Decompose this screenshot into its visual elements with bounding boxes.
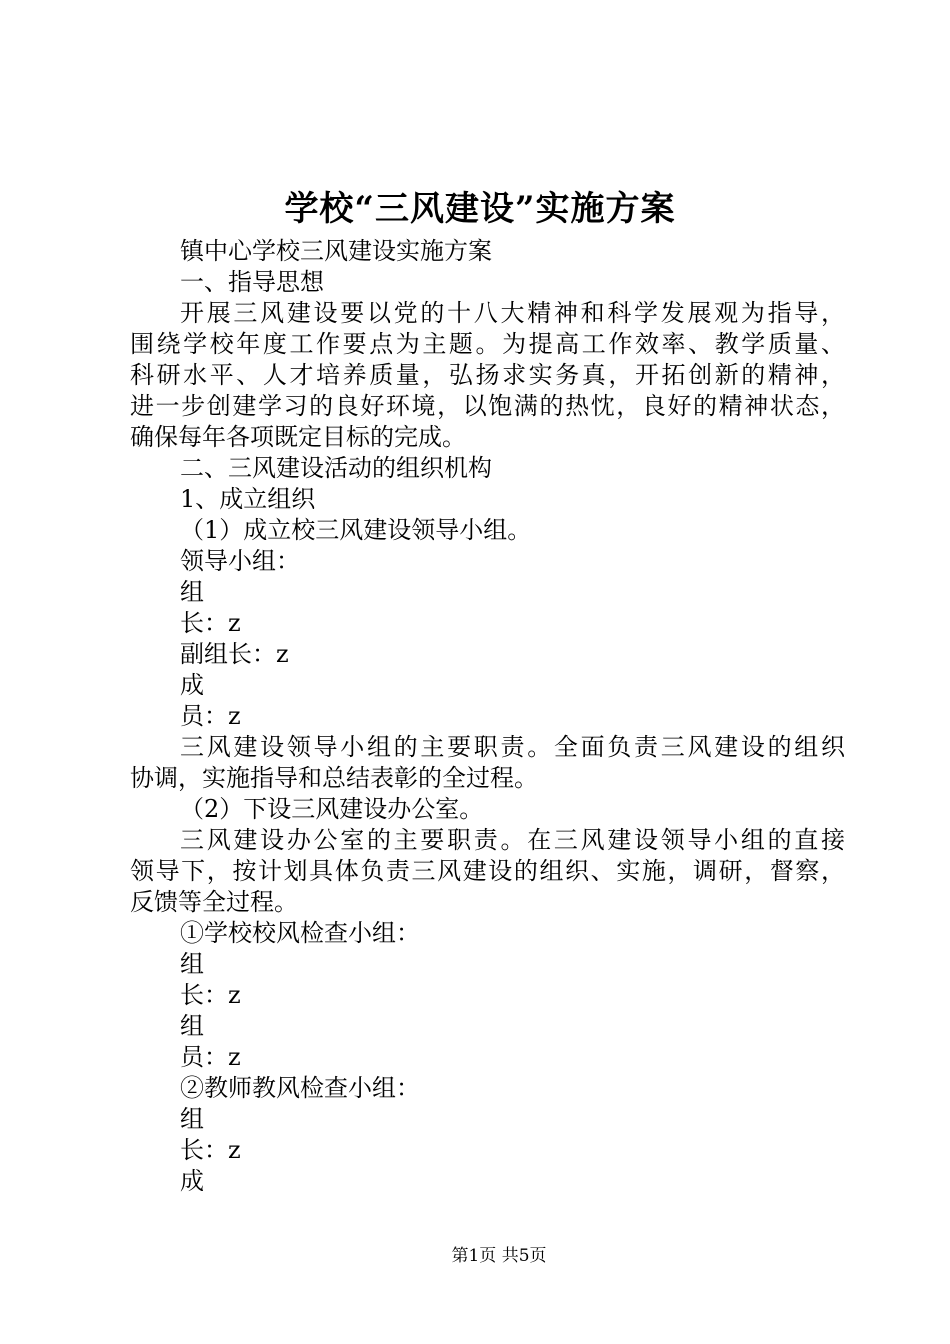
paragraph-line: 二、三风建设活动的组织机构 xyxy=(180,454,492,482)
paragraph-line: 成 xyxy=(180,671,204,699)
paragraph-line: 成 xyxy=(180,1167,204,1195)
paragraph-line: 科研水平、人才培养质量，弘扬求实务真，开拓创新的精神， xyxy=(130,361,845,389)
paragraph-line: 组 xyxy=(180,578,204,606)
paragraph-line: 领导小组： xyxy=(180,547,300,575)
document-title: 学校“三风建设”实施方案 xyxy=(284,189,676,229)
paragraph-line: 副组长：z xyxy=(180,640,289,668)
paragraph-line: （2）下设三风建设办公室。 xyxy=(180,795,484,823)
paragraph-line: 一、指导思想 xyxy=(180,268,324,296)
paragraph-line: 长：z xyxy=(180,1136,241,1164)
paragraph-line: ②教师教风检查小组： xyxy=(180,1074,420,1102)
paragraph-line: 员：z xyxy=(180,1043,241,1071)
page-footer: 第1页 共5页 xyxy=(451,1246,547,1266)
paragraph-line: 反馈等全过程。 xyxy=(130,888,298,916)
paragraph-line: ①学校校风检查小组： xyxy=(180,919,420,947)
paragraph-line: 长：z xyxy=(180,609,241,637)
paragraph-line: （1）成立校三风建设领导小组。 xyxy=(180,516,532,544)
paragraph-line: 长：z xyxy=(180,981,241,1009)
paragraph-line: 组 xyxy=(180,950,204,978)
paragraph-line: 组 xyxy=(180,1012,204,1040)
document-body xyxy=(130,236,845,1197)
paragraph-line: 镇中心学校三风建设实施方案 xyxy=(180,237,492,265)
paragraph-line: 组 xyxy=(180,1105,204,1133)
paragraph-line: 围绕学校年度工作要点为主题。为提高工作效率、教学质量、 xyxy=(130,330,845,358)
paragraph-line: 开展三风建设要以党的十八大精神和科学发展观为指导， xyxy=(180,299,845,327)
paragraph-line: 确保每年各项既定目标的完成。 xyxy=(130,423,466,451)
paragraph-line: 1、成立组织 xyxy=(180,485,316,513)
paragraph-line: 协调，实施指导和总结表彰的全过程。 xyxy=(130,764,538,792)
paragraph-line: 领导下，按计划具体负责三风建设的组织、实施，调研，督察， xyxy=(130,857,845,885)
paragraph-line: 三风建设领导小组的主要职责。全面负责三风建设的组织 xyxy=(180,733,845,761)
paragraph-line: 员：z xyxy=(180,702,241,730)
paragraph-line: 进一步创建学习的良好环境，以饱满的热忱，良好的精神状态， xyxy=(130,392,845,420)
paragraph-line: 三风建设办公室的主要职责。在三风建设领导小组的直接 xyxy=(180,826,845,854)
